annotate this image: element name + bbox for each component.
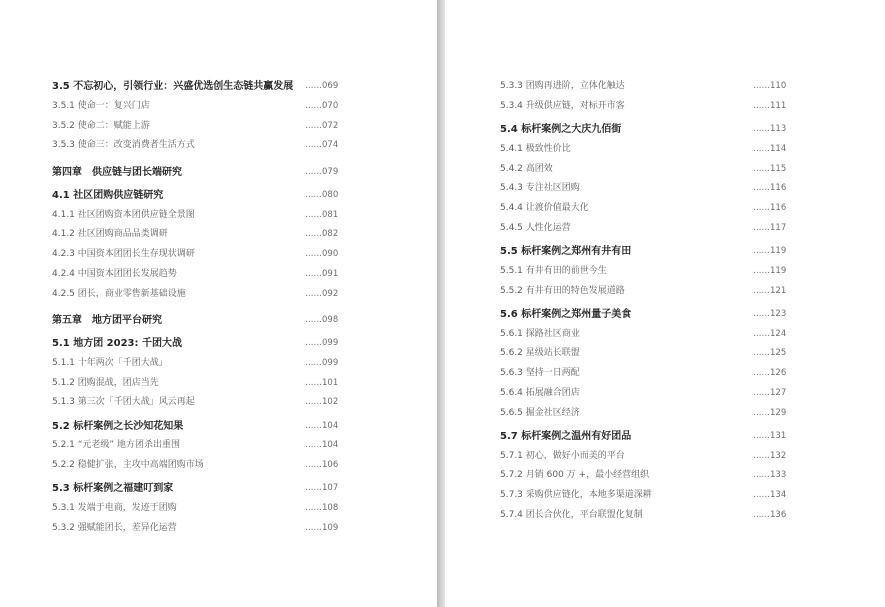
- subsection-entry-title: 4.2.4 中国资本团团长发展趋势: [52, 268, 177, 279]
- page-number: ……113: [753, 124, 787, 134]
- section-heading: [52, 479, 352, 499]
- page-number: ……108: [305, 503, 339, 513]
- subsection-entry-title: 5.5.2 有井有田的特色发展道路: [500, 285, 625, 296]
- chapter-heading-title: 第四章 供应链与团长端研究: [52, 167, 182, 178]
- subsection-entry-title: 5.1.2 团购混战，团店当先: [52, 377, 159, 388]
- section-heading-title: 5.5 标杆案例之郑州有井有田: [500, 246, 632, 257]
- subsection-entry-title: 5.1.1 十年两次「千团大战」: [52, 357, 168, 368]
- subsection-entry: [500, 77, 800, 97]
- subsection-entry-title: 5.3.3 团购再进阶，立体化触达: [500, 81, 625, 91]
- section-heading-title: 4.1 社区团购供应链研究: [52, 189, 164, 201]
- page-divider: [437, 0, 445, 607]
- page-number: ……123: [753, 308, 787, 319]
- subsection-entry: [52, 519, 352, 539]
- subsection-entry-title: 5.4.1 极致性价比: [500, 143, 571, 154]
- page-number: ……102: [305, 397, 339, 408]
- page-number: ……116: [753, 203, 787, 213]
- subsection-entry: [52, 499, 352, 519]
- page-number: ……080: [305, 189, 339, 200]
- page-number: ……099: [305, 338, 339, 348]
- subsection-entry: [52, 206, 352, 226]
- subsection-entry: [52, 436, 352, 456]
- subsection-entry: [500, 506, 800, 526]
- section-heading: [52, 417, 352, 437]
- subsection-entry: [500, 486, 800, 506]
- page-number: ……111: [753, 100, 787, 111]
- page-number: ……131: [753, 430, 787, 441]
- page-number: ……070: [305, 100, 339, 111]
- subsection-entry: [52, 245, 352, 265]
- section-heading: [52, 186, 352, 206]
- page-number: ……109: [305, 522, 339, 533]
- page-number: ……117: [753, 222, 787, 233]
- page-number: ……134: [753, 490, 787, 500]
- subsection-entry: [500, 384, 800, 404]
- page-right: [445, 0, 885, 607]
- page-number: ……106: [305, 460, 339, 470]
- subsection-entry-title: 5.1.3 第三次「千团大战」风云再起: [52, 397, 195, 408]
- page-number: ……114: [753, 143, 787, 154]
- subsection-entry-title: 5.6.1 探路社区商业: [500, 328, 580, 339]
- subsection-entry: [52, 97, 352, 117]
- subsection-entry-title: 5.6.4 拓展融合团店: [500, 387, 580, 398]
- page-number: ……119: [753, 246, 787, 256]
- subsection-entry-title: 4.1.2 社区团购商品品类调研: [52, 229, 168, 240]
- subsection-entry: [500, 404, 800, 424]
- section-heading: [52, 334, 352, 354]
- page-number: ……081: [305, 209, 339, 220]
- subsection-entry: [500, 447, 800, 467]
- page-number: ……104: [305, 420, 339, 431]
- subsection-entry: [500, 364, 800, 384]
- subsection-entry: [52, 265, 352, 285]
- page-number: ……099: [305, 357, 339, 368]
- page-number: ……129: [753, 407, 787, 418]
- page-number: ……133: [753, 470, 787, 481]
- subsection-entry-title: 4.1.1 社区团购资本团供应链全景图: [52, 209, 195, 220]
- subsection-entry: [500, 344, 800, 364]
- subsection-entry-title: 5.4.4 让渡价值最大化: [500, 203, 589, 213]
- page-number: ……126: [753, 368, 787, 378]
- section-heading: [500, 120, 800, 140]
- section-heading-title: 5.6 标杆案例之郑州量子美食: [500, 308, 632, 320]
- subsection-entry-title: 5.7.3 采购供应链化，本地多渠道深耕: [500, 490, 652, 500]
- page-number: ……101: [305, 377, 339, 388]
- subsection-entry-title: 5.2.1 “元老级” 地方团杀出重围: [52, 440, 180, 451]
- page-number: ……074: [305, 140, 339, 151]
- subsection-entry-title: 4.2.3 中国资本团团长生存现状调研: [52, 249, 195, 259]
- page-number: ……079: [305, 167, 339, 177]
- page-number: ……069: [305, 81, 339, 91]
- section-heading-title: 3.5 不忘初心，引领行业：兴盛优选创生态链共赢发展: [52, 81, 294, 92]
- page-number: ……107: [305, 483, 339, 494]
- subsection-entry: [500, 282, 800, 302]
- page-number: ……132: [753, 450, 787, 461]
- subsection-entry-title: 5.5.1 有井有田的前世今生: [500, 265, 607, 276]
- subsection-entry-title: 5.3.1 发端于电商，发迹于团购: [52, 503, 177, 513]
- subsection-entry-title: 3.5.1 使命一：复兴门店: [52, 100, 150, 111]
- subsection-entry: [500, 262, 800, 282]
- subsection-entry: [500, 179, 800, 199]
- toc-list: [52, 77, 352, 539]
- page-number: ……090: [305, 249, 339, 259]
- subsection-entry-title: 5.7.1 初心，做好小而美的平台: [500, 450, 625, 461]
- subsection-entry: [52, 374, 352, 394]
- subsection-entry: [500, 219, 800, 239]
- toc-list: [500, 77, 800, 526]
- subsection-entry-title: 5.6.5 掘金社区经济: [500, 407, 580, 418]
- subsection-entry-title: 5.4.2 高团效: [500, 163, 553, 174]
- subsection-entry: [52, 117, 352, 137]
- subsection-entry-title: 4.2.5 团长，商业零售新基础设施: [52, 288, 186, 299]
- section-heading: [500, 427, 800, 447]
- subsection-entry: [52, 354, 352, 374]
- subsection-entry: [52, 225, 352, 245]
- subsection-entry: [52, 285, 352, 305]
- subsection-entry-title: 5.3.4 升级供应链，对标开市客: [500, 100, 625, 111]
- page-number: ……121: [753, 285, 787, 296]
- subsection-entry-title: 5.3.2 强赋能团长，差异化运营: [52, 522, 177, 533]
- chapter-heading: [52, 163, 352, 183]
- section-heading: [500, 242, 800, 262]
- section-heading-title: 5.4 标杆案例之大庆九佰街: [500, 124, 622, 135]
- section-heading-title: 5.1 地方团 2023: 千团大战: [52, 338, 182, 349]
- page-number: ……115: [753, 163, 787, 174]
- section-heading: [52, 77, 352, 97]
- page-number: ……127: [753, 387, 787, 398]
- section-heading-title: 5.7 标杆案例之温州有好团品: [500, 430, 632, 442]
- chapter-heading-title: 第五章 地方团平台研究: [52, 315, 162, 327]
- subsection-entry: [52, 393, 352, 413]
- subsection-entry-title: 5.7.2 月销 600 万 +，最小经营组织: [500, 470, 650, 481]
- page-left: [0, 0, 437, 607]
- page-number: ……124: [753, 328, 787, 339]
- subsection-entry-title: 5.4.3 专注社区团购: [500, 183, 580, 194]
- subsection-entry: [52, 456, 352, 476]
- page-number: ……072: [305, 120, 339, 131]
- subsection-entry-title: 5.4.5 人性化运营: [500, 222, 571, 233]
- subsection-entry-title: 3.5.3 使命三：改变消费者生活方式: [52, 140, 195, 151]
- page-number: ……082: [305, 229, 339, 240]
- page-number: ……136: [753, 509, 787, 520]
- page-number: ……104: [305, 440, 339, 451]
- subsection-entry-title: 5.2.2 稳健扩张，主攻中高端团购市场: [52, 460, 204, 470]
- section-heading-title: 5.3 标杆案例之福建叮到家: [52, 483, 174, 495]
- subsection-entry-title: 5.7.4 团长合伙化，平台联盟化复制: [500, 509, 643, 520]
- subsection-entry: [500, 160, 800, 180]
- page-number: ……098: [305, 315, 339, 326]
- subsection-entry: [500, 140, 800, 160]
- section-heading-title: 5.2 标杆案例之长沙知花知果: [52, 420, 184, 432]
- subsection-entry: [500, 97, 800, 117]
- subsection-entry-title: 5.6.2 星级站长联盟: [500, 348, 580, 359]
- chapter-heading: [52, 311, 352, 331]
- section-heading: [500, 305, 800, 325]
- page-number: ……091: [305, 268, 339, 279]
- subsection-entry: [52, 136, 352, 156]
- page-number: ……110: [753, 81, 787, 91]
- page-number: ……119: [753, 265, 787, 276]
- page-number: ……092: [305, 288, 339, 299]
- page-number: ……125: [753, 348, 787, 359]
- subsection-entry-title: 3.5.2 使命二：赋能上游: [52, 120, 150, 131]
- subsection-entry: [500, 199, 800, 219]
- subsection-entry: [500, 325, 800, 345]
- subsection-entry: [500, 466, 800, 486]
- subsection-entry-title: 5.6.3 坚持一日两配: [500, 368, 580, 378]
- page-number: ……116: [753, 183, 787, 194]
